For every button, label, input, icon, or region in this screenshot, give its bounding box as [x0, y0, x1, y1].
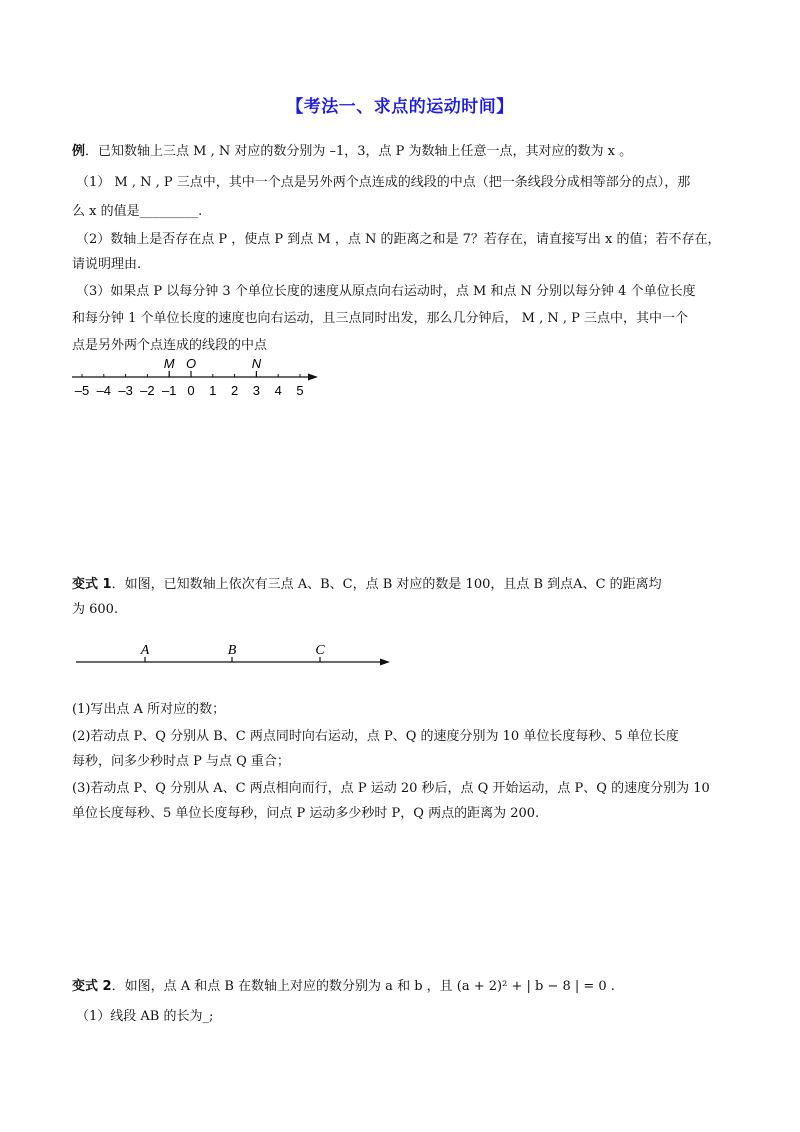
tick-label: 5: [296, 383, 304, 398]
section-title: 【考法一、求点的运动时间】: [286, 97, 514, 117]
number-line-figure: [60, 355, 330, 405]
example-q1-line1: （1） M , N , P 三点中，其中一个点是另外两个点连成的线段的中点（把一条线段分成相等部分的点），那: [76, 175, 691, 190]
point-label: M: [163, 356, 175, 371]
arrow-head-icon: [308, 374, 318, 381]
point-label: O: [185, 356, 197, 371]
tick-label: –5: [74, 383, 90, 398]
example-q3-line1: （3）如果点 P 以每分钟 3 个单位长度的速度从原点向右运动时，点 M 和点 N 分别以每分钟 4 个单位长度: [76, 284, 696, 299]
example-q2-line2: 请说明理由.: [72, 257, 142, 272]
tick-label: –4: [96, 383, 112, 398]
variant1-q2-line1: (2)若动点 P、Q 分别从 B、C 两点同时向右运动，点 P、Q 的速度分别为 10 单位长度每秒、5 单位长度: [72, 729, 679, 744]
point-label: N: [251, 356, 262, 371]
arrow-head-icon: [380, 659, 390, 666]
tick-label: 0: [187, 383, 195, 398]
point-label: A: [140, 643, 150, 658]
tick-label: 1: [209, 383, 217, 398]
example-label: 例: [72, 144, 86, 159]
example-q3-line3: 点是另外两个点连成的线段的中点: [72, 338, 268, 353]
point-label: B: [227, 643, 237, 658]
variant2-stem-text: ．如图，点 A 和点 B 在数轴上对应的数分别为 a 和 b ，且 (a + 2)² + | b − 8 | = 0 .: [111, 979, 615, 994]
point-label: C: [315, 643, 325, 658]
number-line-abc-figure: [70, 638, 400, 678]
variant1-q2-line2: 每秒，问多少秒时点 P 与点 Q 重合；: [72, 754, 290, 769]
example-stem: [72, 142, 632, 162]
variant1-q3-line1: (3)若动点 P、Q 分别从 A、C 两点相向而行，点 P 运动 20 秒后，点 Q 开始运动，点 P、Q 的速度分别为 10: [72, 781, 710, 796]
variant1-q1: (1)写出点 A 所对应的数；: [72, 702, 226, 717]
tick-label: 4: [274, 383, 282, 398]
variant1-q3-line2: 单位长度每秒、5 单位长度每秒，问点 P 运动多少秒时 P，Q 两点的距离为 200.: [72, 806, 540, 821]
example-q1-line2: 么 x 的值是_________.: [72, 204, 203, 219]
variant1-label: 变式 1: [72, 577, 112, 592]
example-q3-line2: 和每分钟 1 个单位长度的速度也向右运动，且三点同时出发，那么几分钟后， M , N , P 三点中，其中一个: [72, 311, 689, 326]
tick-label: –2: [140, 383, 155, 398]
variant1-stem-line1: [72, 575, 662, 595]
variant2-stem: [72, 977, 615, 997]
variant1-stem-line2: 为 600.: [72, 602, 119, 617]
tick-label: –3: [118, 383, 133, 398]
example-q2-line1: （2）数轴上是否存在点 P ，使点 P 到点 M ，点 N 的距离之和是 7？若存在，请直接写出 x 的值；若不存在，: [76, 232, 721, 247]
example-stem-text: ．已知数轴上三点 M , N 对应的数分别为 –1，3，点 P 为数轴上任意一点，其对应的数为 x 。: [85, 144, 633, 159]
variant1-stem-text: ．如图，已知数轴上依次有三点 A、B、C，点 B 对应的数是 100，且点 B 到点A、C 的距离均: [111, 577, 662, 592]
variant2-label: 变式 2: [72, 979, 112, 994]
tick-label: –1: [161, 383, 177, 398]
tick-label: 2: [230, 383, 239, 398]
tick-label: 3: [252, 383, 261, 398]
variant2-q1: （1）线段 AB 的长为_;: [76, 1009, 214, 1024]
